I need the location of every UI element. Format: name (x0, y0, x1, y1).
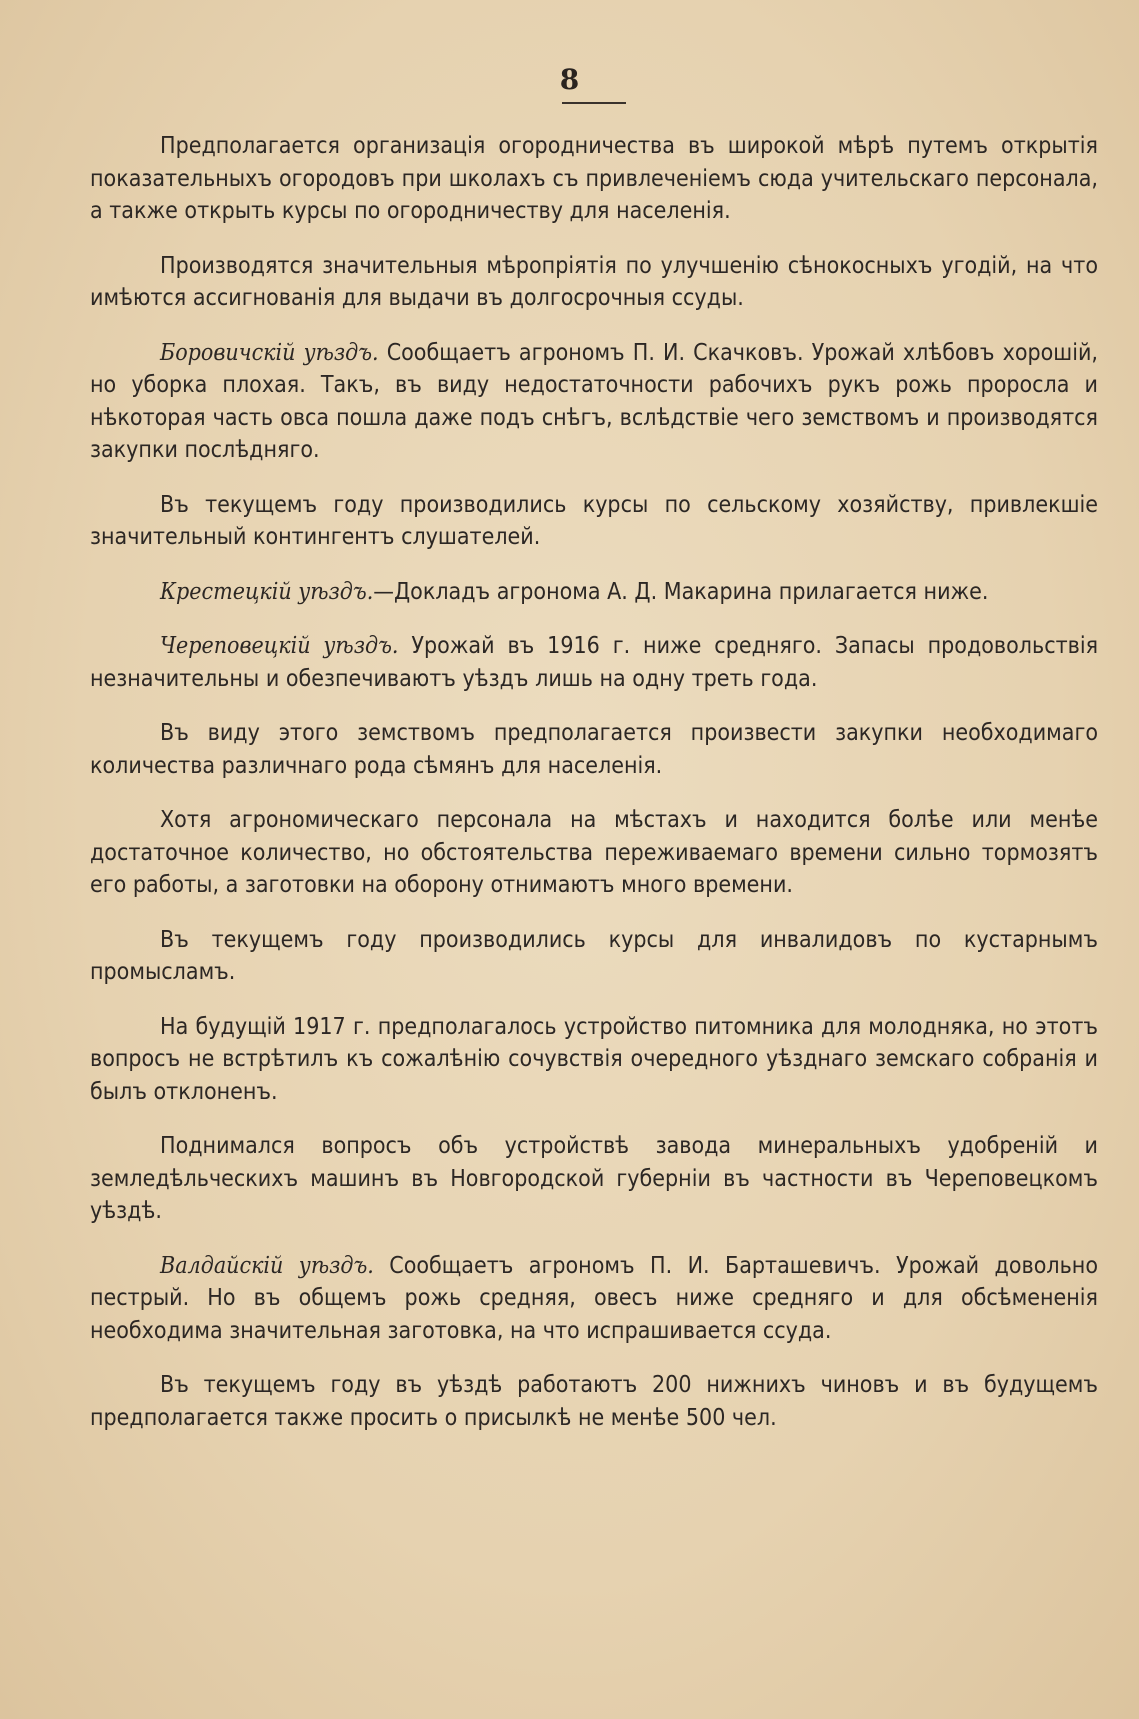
page-number: 8 (559, 63, 580, 96)
paragraph (90, 576, 1098, 609)
paragraph-text: Сообщаетъ агрономъ П. И. Скачковъ. Урожай хлѣбовъ хорошій, но уборка плохая. Такъ, въ виду недостаточности рабочихъ рукъ рожь проросла и нѣкоторая часть овса пошла даже подъ снѣгъ, вслѣдствіе чего земствомъ и производятся закупки послѣдняго. (90, 339, 1098, 463)
paragraph (90, 924, 1098, 989)
paragraph-text: Поднимался вопросъ объ устройствѣ завода минеральныхъ удобреній и земледѣльческихъ машинъ въ Новгородской губерніи въ частности въ Череповецкомъ уѣздѣ. (90, 1133, 1098, 1224)
paragraph-text: Въ текущемъ году производились курсы для инвалидовъ по кустарнымъ промысламъ. (90, 926, 1098, 985)
paragraph (90, 1011, 1098, 1109)
district-heading: Валдайскій уѣздъ. (160, 1252, 374, 1279)
paragraph-text: Въ текущемъ году производились курсы по сельскому хозяйству, привлекшіе значительный контингентъ слушателей. (90, 491, 1098, 550)
paragraph (90, 804, 1098, 902)
paragraph-text: —Докладъ агронома А. Д. Макарина прилагается ниже. (373, 578, 989, 605)
paragraph (90, 1369, 1098, 1434)
paragraph (90, 1130, 1098, 1228)
paragraph (90, 1250, 1098, 1348)
paragraph-text: Въ виду этого земствомъ предполагается произвести закупки необходимаго количества различнаго рода сѣмянъ для населенія. (90, 720, 1098, 779)
paragraph-text: Производятся значительныя мѣропріятія по улучшенію сѣнокосныхъ угодій, на что имѣются ассигнованія для выдачи въ долгосрочныя ссуды. (90, 252, 1098, 311)
paragraph-text: Въ текущемъ году въ уѣздѣ работаютъ 200 нижнихъ чиновъ и въ будущемъ предполагается также просить о присылкѣ не менѣе 500 чел. (90, 1372, 1098, 1431)
paragraph-text: Сообщаетъ агрономъ П. И. Барташевичъ. Урожай довольно пестрый. Но въ общемъ рожь средняя, овесъ ниже средняго и для обсѣмененія необходима значительная заготовка, на что испрашивается ссуда. (90, 1252, 1098, 1344)
paragraph-text: Урожай въ 1916 г. ниже средняго. Запасы продовольствія незначительны и обезпечиваютъ уѣздъ лишь на одну треть года. (90, 633, 1099, 692)
district-heading: Крестецкій уѣздъ. (160, 578, 374, 605)
paragraph (90, 130, 1098, 228)
paragraph (90, 630, 1098, 695)
district-heading: Череповецкій уѣздъ. (160, 633, 399, 659)
paragraph-text: Предполагается организація огородничества въ широкой мѣрѣ путемъ открытія показательныхъ огородовъ при школахъ съ привлеченіемъ сюда учительскаго персонала, а также открыть курсы по огородничеству для населенія. (90, 133, 1098, 224)
paragraph-text: На будущій 1917 г. предполагалось устройство питомника для молодняка, но этотъ вопросъ не встрѣтилъ къ сожалѣнію сочувствія очередного уѣзднаго земскаго собранія и былъ отклоненъ. (90, 1013, 1098, 1105)
paragraph (90, 250, 1098, 315)
page-number-rule (562, 102, 626, 104)
paragraph (90, 489, 1098, 554)
document-body (90, 130, 1098, 1456)
paragraph (90, 717, 1098, 782)
paragraph (90, 337, 1098, 467)
paragraph-text: Хотя агрономическаго персонала на мѣстахъ и находится болѣе или менѣе достаточное количество, но обстоятельства переживаемаго времени сильно тормозятъ его работы, а заготовки на оборону отнимаютъ много времени. (90, 807, 1098, 898)
district-heading: Боровичскій уѣздъ. (160, 339, 379, 366)
